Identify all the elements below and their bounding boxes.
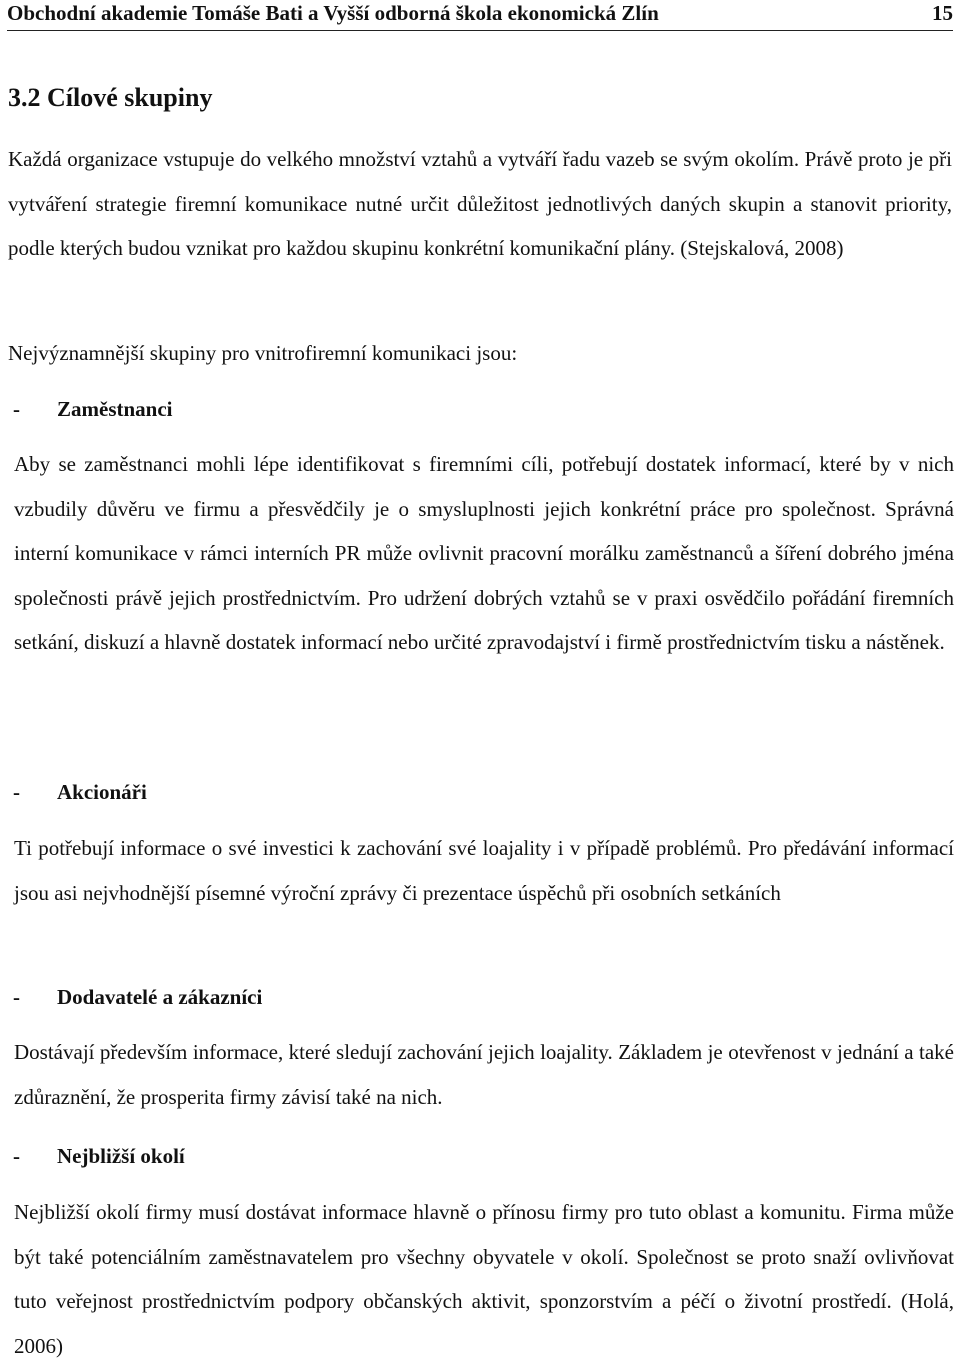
section-title: 3.2 Cílové skupiny <box>8 83 213 112</box>
lead-paragraph: Nejvýznamnější skupiny pro vnitrofiremní komunikaci jsou: <box>8 341 518 365</box>
group-heading-akcionari <box>13 778 147 806</box>
group-heading-label: Nejbližší okolí <box>57 1144 185 1168</box>
page-number: 15 <box>932 1 953 25</box>
list-dash: - <box>13 780 20 804</box>
list-dash: - <box>13 397 20 421</box>
group-heading-okoli <box>13 1142 185 1170</box>
group-paragraph-akcionari: Ti potřebují informace o své investici k zachování své loajality i v případě problémů. Pro předávání informací jsou asi nejvhodnější písemné výroční zprávy či prezentace úspěchů při osobních setkáních <box>14 836 954 905</box>
group-heading-zamestnanci <box>13 395 173 423</box>
group-paragraph-zamestnanci: Aby se zaměstnanci mohli lépe identifikovat s firemními cíli, potřebují dostatek informací, které by v nich vzbudily důvěru ve firmu a přesvědčily je o smysluplnosti jejich konkrétní práce pro společnost. Správná interní komunikace v rámci interních PR může ovlivnit pracovní morálku zaměstnanců a šíření dobrého jména společnosti právě jejich prostřednictvím. Pro udržení dobrých vztahů se v praxi osvědčilo pořádání firemních setkání, diskuzí a hlavně dostatek informací nebo určité zpravodajství i firmě prostřednictvím tisku a nástěnek. <box>14 452 954 655</box>
group-paragraph-okoli: Nejbližší okolí firmy musí dostávat informace hlavně o přínosu firmy pro tuto oblast a komunitu. Firma může být také potenciálním zaměstnavatelem pro všechny obyvatele v okolí. Společnost se proto snaží ovlivňovat tuto veřejnost prostřednictvím podpory občanských aktivit, sponzorstvím a péčí o životní prostředí. (Holá, 2006) <box>14 1200 954 1358</box>
intro-paragraph: Každá organizace vstupuje do velkého množství vztahů a vytváří řadu vazeb se svým okolím. Právě proto je při vytváření strategie firemní komunikace nutné určit důležitost jednotlivých daných skupin a stanovit priority, podle kterých budou vznikat pro každou skupinu konkrétní komunikační plány. (Stejskalová, 2008) <box>8 147 952 261</box>
group-heading-label: Dodavatelé a zákazníci <box>57 985 263 1009</box>
list-dash: - <box>13 1144 20 1168</box>
group-heading-label: Zaměstnanci <box>57 397 173 421</box>
group-paragraph-dodavatele: Dostávají především informace, které sledují zachování jejich loajality. Základem je otevřenost v jednání a také zdůraznění, že prosperita firmy závisí také na nich. <box>14 1040 954 1109</box>
page-header <box>7 0 953 31</box>
header-school-name: Obchodní akademie Tomáše Bati a Vyšší odborná škola ekonomická Zlín <box>7 1 659 25</box>
group-heading-dodavatele <box>13 983 262 1011</box>
group-heading-label: Akcionáři <box>57 780 147 804</box>
list-dash: - <box>13 985 20 1009</box>
